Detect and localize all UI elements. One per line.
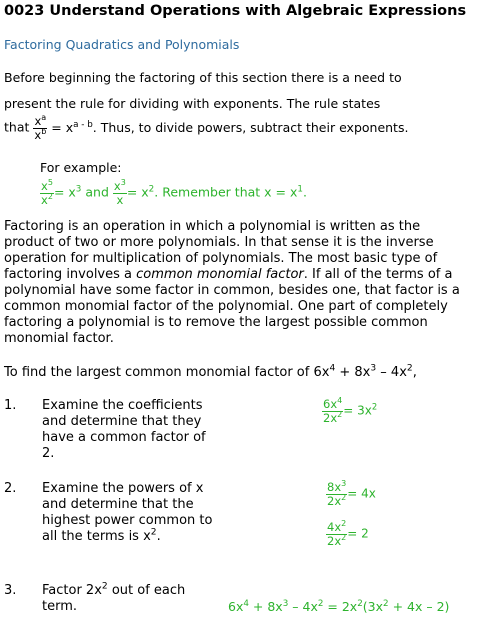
step-1-number: 1.	[4, 398, 17, 413]
find-sentence: To find the largest common monomial factor of $6x^4 + 8x^3 - 4x^2$,	[4, 363, 417, 380]
step-2-equation-1: $\frac{8x^3}{2x^2}$ = 4x	[327, 479, 376, 508]
factoring-paragraph: Factoring is an operation in which a polynomial is written as the product of two or more polynomials. In that sense it is the inverse operation for multiplication of polynomials. The most basic type of factoring involves a common monomial factor. If all of the terms of a polynomial have some factor in common, besides one, that factor is a common monomial factor of the polynomial. One part of completely factoring a polynomial is to remove the largest possible common monomial factor.	[4, 219, 460, 346]
step-1-text: Examine the coefficients and determine that they have a common factor of 2.	[42, 398, 206, 461]
step-3-number: 3.	[4, 583, 17, 598]
example-fraction-2: $\frac{x^3}{x}$	[113, 178, 126, 207]
intro-line-2: present the rule for dividing with exponents. The rule states	[4, 96, 381, 111]
step-1-equation: $\frac{6x^4}{2x^2}$ = $3x^2$	[323, 396, 378, 425]
example-label: For example:	[40, 160, 122, 175]
example-fraction-1: $\frac{x^5}{x^2}$	[41, 178, 53, 207]
emphasis-term: common monomial factor	[136, 267, 304, 282]
example-equations: $\frac{x^5}{x^2}$ = $x^3$ and $\frac{x^3}{x}$ = $x^2$. Remember that $x = x^1$.	[41, 178, 307, 207]
step-2-number: 2.	[4, 481, 17, 496]
rule-fraction: $\frac{x^a}{x^b}$	[34, 113, 47, 142]
that-word: that	[4, 119, 30, 135]
step-2-equation-2: $\frac{4x^2}{2x^2}$ = 2	[327, 519, 369, 548]
step-3-text: Factor $2x^2$ out of each term.	[42, 581, 186, 614]
page-title: 0023 Understand Operations with Algebraic Expressions	[4, 3, 467, 19]
exponent-rule	[4, 115, 408, 141]
step-3-equation: $6x^4 + 8x^3 - 4x^2 = 2x^2(3x^2 + 4x - 2)$	[228, 598, 450, 614]
step-2-text: Examine the powers of x and determine that the highest power common to all the terms is $x^2$.	[42, 481, 213, 544]
section-subtitle: Factoring Quadratics and Polynomials	[4, 37, 240, 52]
rule-rhs: = $x^{a - b}$. Thus, to divide powers, subtract their exponents.	[51, 119, 409, 135]
intro-line-1: Before beginning the factoring of this section there is a need to	[4, 70, 402, 85]
